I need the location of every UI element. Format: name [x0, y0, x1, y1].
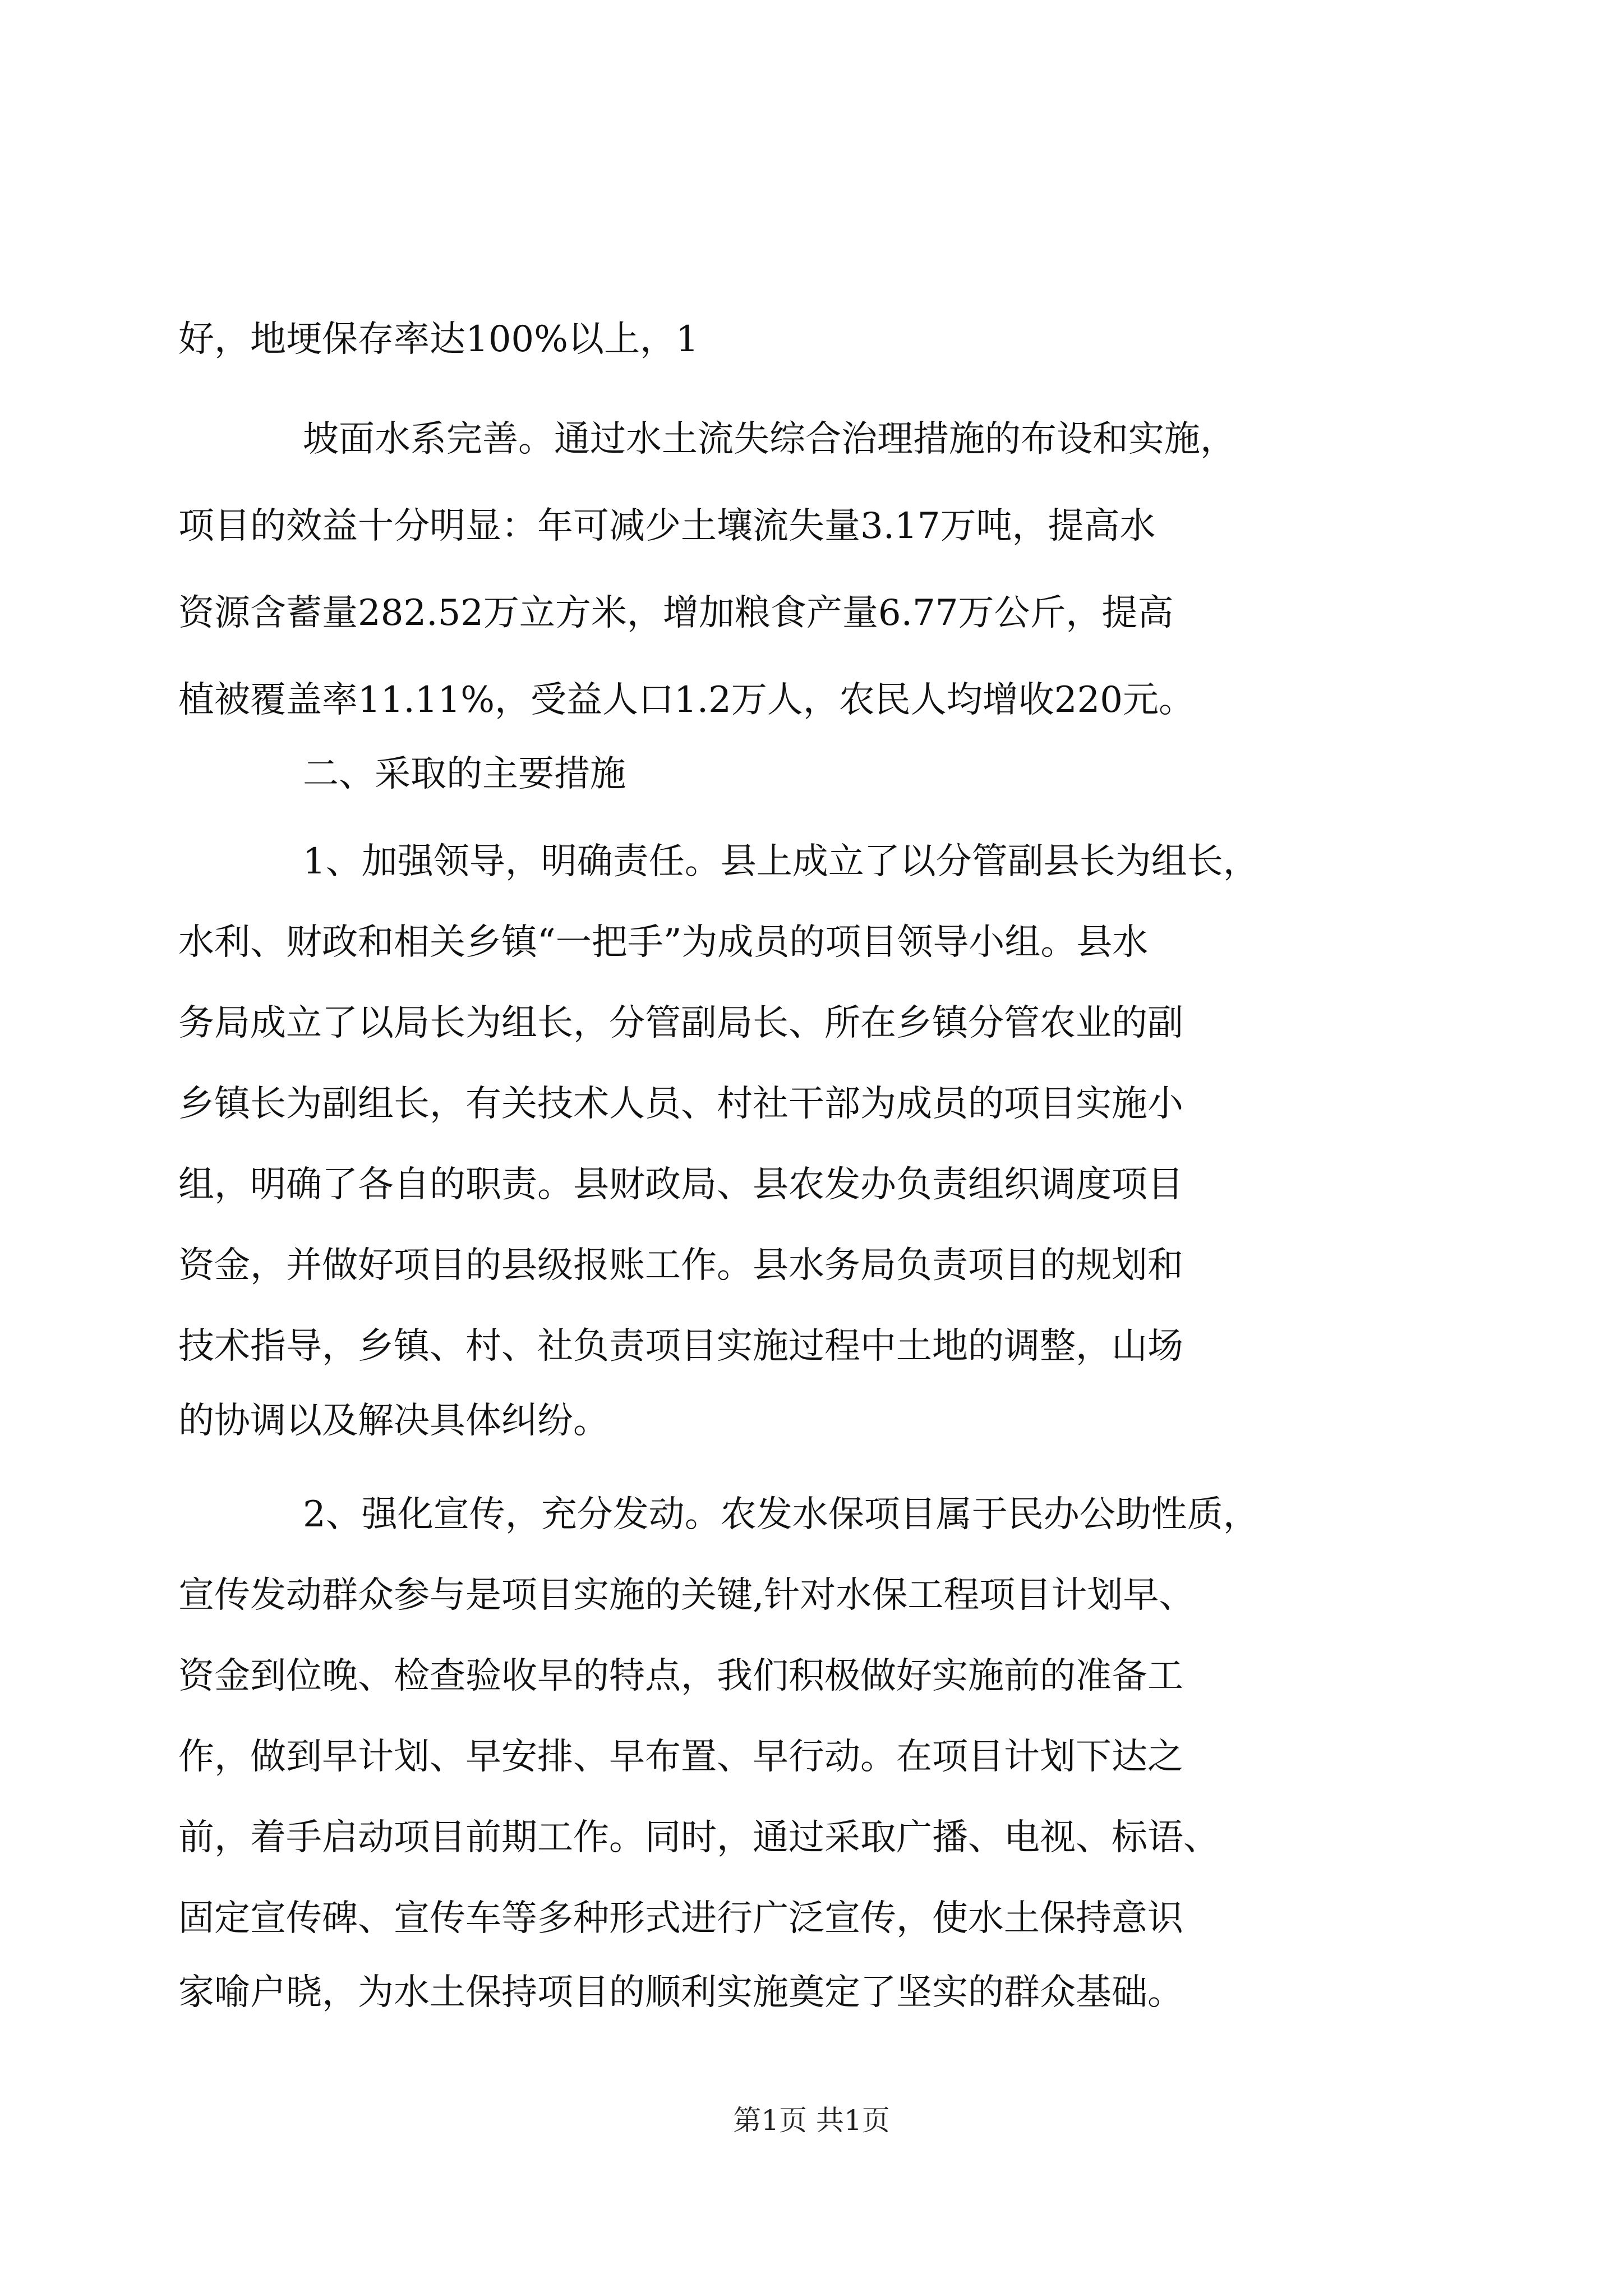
text-line: 坡面水系完善。通过水土流失综合治理措施的布设和实施， — [303, 418, 1236, 460]
text-line: 技术指导，乡镇、村、社负责项目实施过程中土地的调整，山场 — [178, 1326, 1183, 1367]
text-line: 的协调以及解决具体纠纷。 — [178, 1400, 609, 1442]
section-heading: 二、采取的主要措施 — [303, 753, 626, 795]
text-line: 宣传发动群众参与是项目实施的关键,针对水保工程项目计划早、 — [178, 1575, 1195, 1616]
text-line: 2、强化宣传，充分发动。农发水保项目属于民办公助性质， — [303, 1494, 1259, 1535]
text-line: 固定宣传碑、宣传车等多种形式进行广泛宣传，使水土保持意识 — [178, 1898, 1183, 1939]
page-number-footer: 第1页 共1页 — [733, 2104, 890, 2137]
text-line: 资金，并做好项目的县级报账工作。县水务局负责项目的规划和 — [178, 1245, 1183, 1286]
text-line: 家喻户晓，为水土保持项目的顺利实施奠定了坚实的群众基础。 — [178, 1972, 1183, 2013]
text-line: 1、加强领导，明确责任。县上成立了以分管副县长为组长， — [303, 841, 1259, 882]
text-line: 务局成立了以局长为组长，分管副局长、所在乡镇分管农业的副 — [178, 1002, 1183, 1044]
text-line: 组，明确了各自的职责。县财政局、县农发办负责组织调度项目 — [178, 1164, 1183, 1205]
text-line: 作，做到早计划、早安排、早布置、早行动。在项目计划下达之 — [178, 1736, 1183, 1778]
text-line: 资金到位晚、检查验收早的特点，我们积极做好实施前的准备工 — [178, 1655, 1183, 1697]
text-line: 好，地埂保存率达100%以上，1 — [178, 319, 699, 360]
text-line: 水利、财政和相关乡镇“一把手”为成员的项目领导小组。县水 — [178, 922, 1149, 963]
text-line: 前，着手启动项目前期工作。同时，通过采取广播、电视、标语、 — [178, 1817, 1219, 1858]
text-line: 植被覆盖率11.11%，受益人口1.2万人，农民人均增收220元。 — [178, 679, 1195, 721]
text-line: 项目的效益十分明显：年可减少土壤流失量3.17万吨，提高水 — [178, 505, 1156, 547]
text-line: 资源含蓄量282.52万立方米，增加粮食产量6.77万公斤，提高 — [178, 592, 1174, 634]
text-line: 乡镇长为副组长，有关技术人员、村社干部为成员的项目实施小 — [178, 1083, 1183, 1125]
